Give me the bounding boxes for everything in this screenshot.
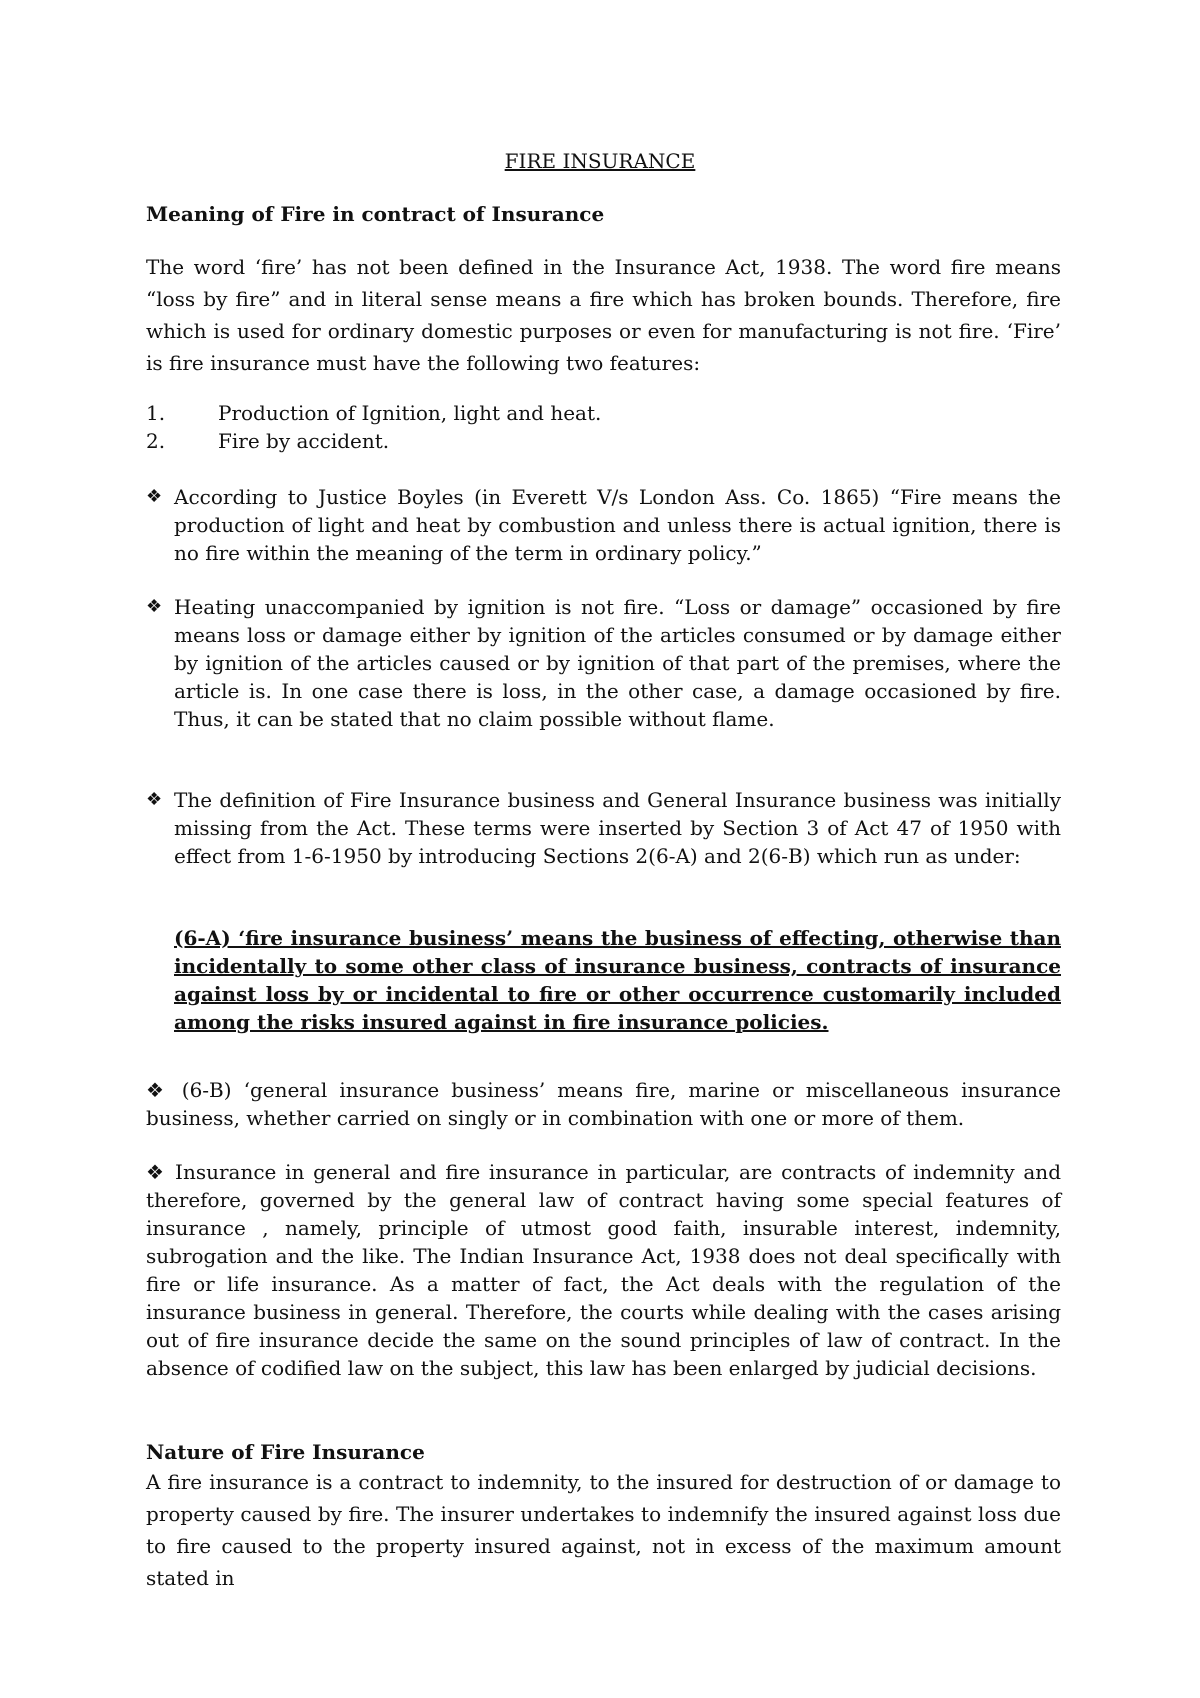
list-item — [146, 399, 1061, 427]
list-number: 2. — [146, 429, 166, 453]
diamond-bullet-icon: ❖ — [146, 486, 163, 507]
list-number: 1. — [146, 401, 166, 425]
diamond-bullet-icon: ❖ — [146, 1160, 167, 1184]
diamond-bullet-icon: ❖ — [146, 596, 163, 617]
features-list — [146, 399, 1061, 455]
indemnity-text: Insurance in general and fire insurance in particular, are contracts of indemnity and therefore, governed by the general law of contract having some special features of insurance , namely, principle of utmost good faith, insurable interest, indemnity, subrogation and the like. The Indian Insurance Act, 1938 does not deal specifically with fire or life insurance. As a matter of fact, the Act deals with the regulation of the insurance business in general. Therefore, the courts while dealing with the cases arising out of fire insurance decide the same on the sound principles of law of contract. In the absence of codified law on the subject, this law has been enlarged by judicial decisions. — [146, 1160, 1061, 1380]
diamond-bullet-icon: ❖ — [146, 789, 163, 810]
bullet-item — [146, 483, 1061, 567]
definition-6b-paragraph — [146, 1076, 1061, 1132]
document-title: FIRE INSURANCE — [504, 149, 696, 173]
bullet-text: Heating unaccompanied by ignition is not fire. “Loss or damage” occasioned by fire means loss or damage either by ignition of the articles consumed or by damage either by ignition of the articles caused or by ignition of that part of the premises, where the article is. In one case there is loss, in the other case, a damage occasioned by fire. Thus, it can be stated that no claim possible without flame. — [174, 595, 1061, 731]
list-text: Production of Ignition, light and heat. — [218, 401, 602, 425]
bullet-text: According to Justice Boyles (in Everett V/s London Ass. Co. 1865) “Fire means the production of light and heat by combustion and unless there is actual ignition, there is no fire within the meaning of the term in ordinary policy.” — [174, 485, 1061, 565]
paragraph-meaning: The word ‘fire’ has not been defined in the Insurance Act, 1938. The word fire means “loss by fire” and in literal sense means a fire which has broken bounds. Therefore, fire which is used for ordinary domestic purposes or even for manufacturing is not fire. ‘Fire’ is fire insurance must have the following two features: — [146, 255, 1061, 375]
list-text: Fire by accident. — [218, 429, 390, 453]
bullet-text: The definition of Fire Insurance business and General Insurance business was initially missing from the Act. These terms were inserted by Section 3 of Act 47 of 1950 with effect from 1-6-1950 by introducing Sections 2(6-A) and 2(6-B) which run as under: — [174, 788, 1061, 868]
bullet-item — [146, 593, 1061, 733]
heading-nature-of-fire-insurance: Nature of Fire Insurance — [146, 1440, 425, 1464]
bullet-item — [146, 786, 1061, 870]
indemnity-paragraph — [146, 1158, 1061, 1382]
list-item — [146, 427, 1061, 455]
definition-6a: (6-A) ‘fire insurance business’ means the business of effecting, otherwise than incidentally to some other class of insurance business, contracts of insurance against loss by or incidental to fire or other occurrence customarily included among the risks insured against in fire insurance policies. — [174, 926, 1061, 1034]
definition-6b: (6-B) ‘general insurance business’ means fire, marine or miscellaneous insurance business, whether carried on singly or in combination with one or more of them. — [146, 1078, 1061, 1130]
diamond-bullet-icon: ❖ — [146, 1078, 170, 1102]
paragraph-nature: A fire insurance is a contract to indemnity, to the insured for destruction of or damage to property caused by fire. The insurer undertakes to indemnify the insured against loss due to fire caused to the property insured against, not in excess of the maximum amount stated in — [146, 1470, 1061, 1590]
heading-meaning-of-fire: Meaning of Fire in contract of Insurance — [146, 202, 605, 226]
